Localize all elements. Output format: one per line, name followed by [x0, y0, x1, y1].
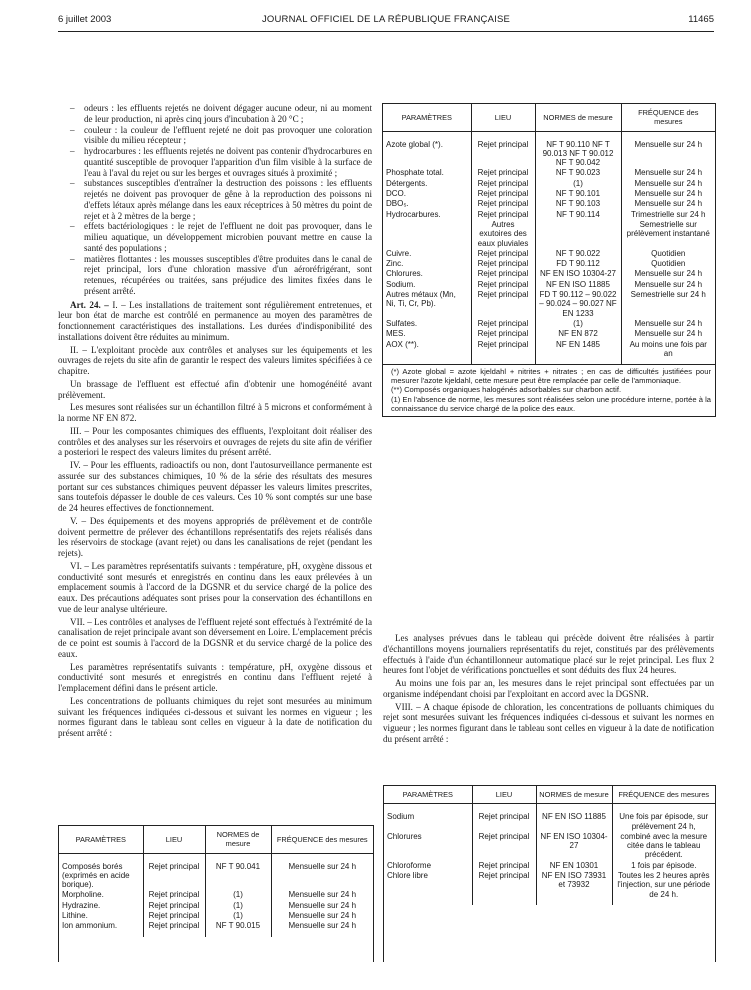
cell-param: Lithine. — [62, 911, 88, 921]
paragraph: Un brassage de l'effluent est effectué afin d'obtenir une homogénéité avant prélèvement. — [58, 378, 372, 400]
footnote: (1) En l'absence de norme, les mesures sont réalisées selon une procédure interne, portée à la connaissance du service chargé de la police des eaux. — [391, 394, 711, 413]
cell-param: Sulfates. — [386, 318, 418, 328]
table-body — [384, 804, 715, 905]
cell-normes: NF EN ISO 11885 — [535, 280, 621, 290]
cell-freq: Semestrielle sur prélèvement instantané — [621, 220, 715, 249]
paragraph: Les paramètres représentatifs suivants : température, pH, oxygène dissous et conductivité sont mesurés et enregistrés en continu dans l'effluent rejeté à l'emplacement défini dans le présent article. — [58, 661, 372, 693]
cell-lieu: Rejet principal — [471, 210, 535, 220]
cell-normes: NF EN ISO 10304-27 — [535, 269, 621, 279]
cell-freq: Semestrielle sur 24 h — [621, 290, 715, 319]
paragraph: Au moins une fois par an, les mesures dans le rejet principal sont effectuées par un organisme indépendant choisi par l'exploitant en accord avec la DGSNR. — [383, 678, 714, 699]
cell-lieu: Rejet principal — [471, 290, 535, 319]
table-row — [383, 269, 715, 279]
cell-freq: Mensuelle sur 24 h — [271, 911, 373, 921]
cell-freq: Toutes les 2 heures après l'injection, sur une période de 24 h. — [612, 871, 715, 900]
cell-normes: FD T 90.112 – 90.022 – 90.024 – 90.027 NF EN 1233 — [535, 290, 621, 319]
cell-freq: Mensuelle sur 24 h — [621, 168, 715, 178]
column-header-parametres: PARAMÈTRES — [383, 104, 471, 131]
column-header-lieu: LIEU — [472, 786, 536, 804]
cell-param: Chlorures — [387, 831, 422, 841]
cell-lieu: Rejet principal — [471, 249, 535, 259]
cell-lieu: Rejet principal — [471, 319, 535, 329]
cell-lieu: Rejet principal — [471, 259, 535, 269]
cell-lieu: Rejet principal — [471, 131, 535, 168]
page-number: 11465 — [688, 14, 714, 25]
discharge-criteria-list — [58, 103, 372, 297]
cell-normes: NF EN ISO 11885 — [536, 804, 612, 832]
column-header-frequence: FRÉQUENCE des mesures — [271, 826, 373, 853]
table-row — [59, 911, 373, 921]
table-row — [383, 290, 715, 319]
cell-freq: Mensuelle sur 24 h — [621, 329, 715, 339]
cell-lieu: Rejet principal — [471, 168, 535, 178]
paragraph: Les concentrations de polluants chimiques du rejet sont mesurées au minimum suivant les fréquences indiquées ci-dessous et suivant les normes en vigueur ; les normes figurant dans le tableau sont celles en vigueur à la date de notification du présent arrêté : — [58, 695, 372, 738]
cell-freq: Au moins une fois par an — [621, 340, 715, 360]
chlorination-monitoring-table — [383, 785, 716, 962]
cell-lieu: Rejet principal — [471, 269, 535, 279]
table-row — [383, 168, 715, 178]
cell-lieu: Rejet principal — [471, 280, 535, 290]
list-item: – matières flottantes : les mousses susceptibles d'être produites dans le canal de rejet principal, lors d'une chloration massive d'un aéroréfrigérant, sont retenues, récupérées ou traitées, sans préjudice des limites fixées dans le présent arrêté. — [58, 254, 372, 297]
cell-normes: (1) — [205, 911, 271, 921]
paragraph: III. – Pour les composantes chimiques des effluents, l'exploitant doit réaliser des contrôles et des analyses sur les réservoirs et ouvrages de rejets du site afin de vérifier a posteriori le respect des valeurs limites du présent arrêté. — [58, 425, 372, 458]
paragraph: Les analyses prévues dans le tableau qui précède doivent être réalisées à partir d'échantillons moyens journaliers représentatifs du rejet, constitués par des prélèvements effectués à l'aide d'un échantillonneur automatique placé sur le rejet principal. Les flux 2 heures font l'objet de vérifications ponctuelles et sont déduits des flux 24 heures. — [383, 633, 714, 676]
cell-normes: NF EN ISO 73931 et 73932 — [536, 871, 612, 900]
cell-normes: NF T 90.103 — [535, 199, 621, 209]
column-header-frequence: FRÉQUENCE des mesures — [621, 104, 715, 131]
cell-normes — [535, 220, 621, 249]
table-footnotes — [383, 364, 715, 416]
cell-lieu: Rejet principal — [143, 853, 205, 890]
cell-freq: Mensuelle sur 24 h — [621, 269, 715, 279]
list-item: – effets bactériologiques : le rejet de l'effluent ne doit pas provoquer, dans le milieu aquatique, un développement microbien pouvant mettre en cause la santé des populations ; — [58, 221, 372, 253]
cell-param: Hydrocarbures. — [386, 209, 441, 219]
cell-freq: Mensuelle sur 24 h — [621, 189, 715, 199]
table-filler-row — [59, 932, 373, 937]
cell-lieu: Rejet principal — [472, 804, 536, 832]
cell-normes: NF T 90.023 — [535, 168, 621, 178]
cell-freq: Mensuelle sur 24 h — [271, 853, 373, 890]
table-row — [384, 871, 715, 900]
page-header — [58, 14, 714, 30]
cell-lieu: Rejet principal — [472, 832, 536, 861]
cell-lieu: Rejet principal — [472, 861, 536, 871]
table-row — [383, 319, 715, 329]
cell-freq: Mensuelle sur 24 h — [621, 319, 715, 329]
cell-freq: Quotidien — [621, 249, 715, 259]
column-header-parametres: PARAMÈTRES — [384, 786, 472, 804]
table-row — [383, 179, 715, 189]
column-header-lieu: LIEU — [143, 826, 205, 853]
table-row — [383, 210, 715, 220]
cell-param: Ion ammonium. — [62, 921, 118, 931]
cell-param: Phosphate total. — [386, 168, 444, 178]
table-row — [383, 189, 715, 199]
table-row — [59, 853, 373, 890]
table-body — [383, 131, 715, 364]
cell-lieu: Rejet principal — [471, 329, 535, 339]
cell-freq: Une fois par épisode, sur prélèvement 24 h, — [612, 804, 715, 832]
table-row — [383, 220, 715, 249]
table-row — [59, 890, 373, 900]
header-rule — [58, 31, 714, 32]
cell-freq: Mensuelle sur 24 h — [271, 921, 373, 931]
cell-normes: NF T 90.015 — [205, 921, 271, 931]
cell-lieu: Rejet principal — [143, 911, 205, 921]
cell-normes: NF T 90.041 — [205, 853, 271, 890]
paragraph: VII. – Les contrôles et analyses de l'effluent rejeté sont effectués à l'extrémité de la canalisation de rejet principale avant son déversement en Loire. L'emplacement précis de ce point est soumis à l'accord de la DGSNR et du service chargé de la police des eaux. — [58, 616, 372, 659]
cell-param: Sodium. — [386, 279, 416, 289]
cell-freq: Mensuelle sur 24 h — [271, 890, 373, 900]
cell-freq: Mensuelle sur 24 h — [621, 199, 715, 209]
cell-freq: combiné avec la mesure citée dans le tableau précédent. — [612, 832, 715, 861]
cell-param: AOX (**). — [386, 339, 419, 349]
paragraph: IV. – Pour les effluents, radioactifs ou non, dont l'autosurveillance permanente est assurée sur des substances chimiques, 10 % de la série des résultats des mesures portant sur ces substances chimiques peuvent dépasser les valeurs limites prescrites, sans toutefois dépasser le double de ces valeurs. Ces 10 % sont comptés sur une base de 24 heures effectives de fonctionnement. — [58, 460, 372, 513]
table-row — [59, 921, 373, 931]
left-column — [58, 103, 372, 741]
list-item: – substances susceptibles d'entraîner la destruction des poissons : les effluents rejetés ne doivent pas provoquer de gêne à la reproduction des poissons ni d'effets létaux après mélange dans les eaux réceptrices à 50 mètres du point de rejet et à 2 mètres de la berge ; — [58, 178, 372, 221]
right-column — [383, 633, 714, 747]
issue-date: 6 juillet 2003 — [58, 14, 112, 25]
cell-freq: 1 fois par épisode. — [612, 861, 715, 871]
cell-param: DBO₅. — [386, 199, 409, 209]
cell-normes: NF T 90.022 — [535, 249, 621, 259]
cell-normes: (1) — [205, 901, 271, 911]
additional-pollutants-table — [58, 825, 374, 962]
table-row — [383, 280, 715, 290]
list-item: – hydrocarbures : les effluents rejetés ne doivent pas contenir d'hydrocarbures en quantité susceptible de provoquer l'apparition d'un film visible à la surface de l'eau à l'aval du rejet ou sur les berges et ouvrages situés à proximité ; — [58, 146, 372, 178]
pollutant-monitoring-table — [382, 103, 716, 417]
cell-param: MES. — [386, 329, 406, 339]
footnote: (**) Composés organiques halogénés adsorbables sur charbon actif. — [391, 385, 622, 395]
column-header-normes: NORMES de mesure — [205, 826, 271, 853]
table-row — [383, 340, 715, 360]
footnote: (*) Azote global = azote kjeldahl + nitrites + nitrates ; en cas de difficultés justifiées pour mesurer l'azote kjeldahl, cette mesure peut être remplacée par celle de l'ammoniaque. — [391, 367, 711, 385]
paragraph: Les mesures sont réalisées sur un échantillon filtré à 5 microns et conformément à la norme NF EN 872. — [58, 402, 372, 423]
cell-normes: NF EN ISO 10304-27 — [536, 832, 612, 861]
cell-lieu: Rejet principal — [143, 901, 205, 911]
cell-param: DCO. — [386, 189, 406, 199]
cell-param — [383, 220, 471, 249]
cell-param: Cuivre. — [386, 248, 412, 258]
list-item: – odeurs : les effluents rejetés ne doivent dégager aucune odeur, ni au moment de leur production, ni après cinq jours d'incubation à 20 °C ; — [58, 103, 372, 125]
table-row — [384, 832, 715, 861]
cell-param: Composés borés (exprimés en acide borique). — [62, 861, 130, 890]
cell-normes: (1) — [535, 179, 621, 189]
cell-normes: (1) — [205, 890, 271, 900]
list-item: – couleur : la couleur de l'effluent rejeté ne doit pas provoquer une coloration visible du milieu récepteur ; — [58, 125, 372, 147]
cell-param: Chlorures. — [386, 269, 423, 279]
cell-param: Détergents. — [386, 178, 428, 188]
journal-title: JOURNAL OFFICIEL DE LA RÉPUBLIQUE FRANÇAISE — [261, 14, 511, 25]
paragraph: II. – L'exploitant procède aux contrôles et analyses sur les équipements et les ouvrages de rejets du site afin de garantir le respect des valeurs limites spécifiées à ce chapitre. — [58, 344, 372, 376]
table-row — [383, 329, 715, 339]
table-row — [383, 131, 715, 168]
cell-freq: Mensuelle sur 24 h — [271, 901, 373, 911]
table-row — [383, 249, 715, 259]
cell-freq: Quotidien — [621, 259, 715, 269]
cell-param: Sodium — [387, 812, 415, 822]
column-header-normes: NORMES de mesure — [535, 104, 621, 131]
cell-normes: (1) — [535, 319, 621, 329]
table-body — [59, 853, 373, 937]
cell-param: Autres métaux (Mn, Ni, Ti, Cr, Pb). — [386, 290, 456, 309]
cell-lieu: Autres exutoires des eaux pluviales — [471, 220, 535, 249]
table-row — [384, 804, 715, 832]
cell-lieu: Rejet principal — [143, 921, 205, 931]
cell-normes: FD T 90.112 — [535, 259, 621, 269]
column-header-frequence: FRÉQUENCE des mesures — [612, 786, 715, 804]
cell-normes: NF EN 1485 — [535, 340, 621, 360]
paragraph: VI. – Les paramètres représentatifs suivants : température, pH, oxygène dissous et conductivité sont mesurés et enregistrés en continu dans les eaux prélevées à un emplacement soumis à l'accord de la DGSNR et du service chargé de la police des eaux. Des précautions adéquates sont prises pour la conservation des échantillons en vue de leur analyse ultérieure. — [58, 560, 372, 614]
table-row — [59, 901, 373, 911]
cell-param: Chlore libre — [387, 871, 428, 881]
cell-param: Zinc. — [386, 259, 404, 269]
article-24-label: Art. 24. – — [70, 299, 109, 310]
article-24-paragraph — [58, 300, 372, 343]
cell-lieu: Rejet principal — [471, 179, 535, 189]
cell-lieu: Rejet principal — [472, 871, 536, 900]
cell-param: Azote global (*). — [386, 139, 443, 149]
cell-freq: Trimestrielle sur 24 h — [621, 210, 715, 220]
cell-normes: NF T 90.114 — [535, 210, 621, 220]
column-header-lieu: LIEU — [471, 104, 535, 131]
cell-lieu: Rejet principal — [471, 199, 535, 209]
cell-lieu: Rejet principal — [143, 890, 205, 900]
cell-freq: Mensuelle sur 24 h — [621, 131, 715, 168]
cell-param: Morpholine. — [62, 890, 104, 900]
cell-param: Chloroforme — [387, 860, 432, 870]
table-row — [384, 861, 715, 871]
table-filler-row — [384, 900, 715, 905]
cell-normes: NF T 90.110 NF T 90.013 NF T 90.012 NF T 90.042 — [535, 131, 621, 168]
cell-lieu: Rejet principal — [471, 189, 535, 199]
table-row — [383, 259, 715, 269]
column-header-normes: NORMES de mesure — [536, 786, 612, 804]
paragraph: VIII. – A chaque épisode de chloration, les concentrations de polluants chimiques du rejet sont mesurées suivant les fréquences indiquées ci-dessous et suivant les normes en vigueur ; les normes figurant dans le tableau sont celles en vigueur à la date de notification du présent arrêté : — [383, 701, 714, 744]
cell-freq: Mensuelle sur 24 h — [621, 280, 715, 290]
article-24-text: I. – Les installations de traitement sont régulièrement entretenues, et leur bon état de marche est contrôlé en permanence au moyen des paramètres de fonctionnement caractéristiques des installations. Les durées d'indisponibilité des installations doivent être réduites au minimum. — [58, 299, 373, 342]
cell-lieu: Rejet principal — [471, 340, 535, 360]
cell-normes: NF EN 10301 — [536, 861, 612, 871]
cell-freq: Mensuelle sur 24 h — [621, 179, 715, 189]
paragraph: V. – Des équipements et des moyens appropriés de prélèvement et de contrôle doivent permettre de prélever des échantillons représentatifs des rejets réalisés dans les réservoirs de stockage (avant rejet) ou dans les canalisations de rejet (pendant les rejets). — [58, 515, 372, 558]
cell-param: Hydrazine. — [62, 900, 101, 910]
cell-normes: NF EN 872 — [535, 329, 621, 339]
cell-normes: NF T 90.101 — [535, 189, 621, 199]
column-header-parametres: PARAMÈTRES — [59, 826, 143, 853]
table-row — [383, 199, 715, 209]
